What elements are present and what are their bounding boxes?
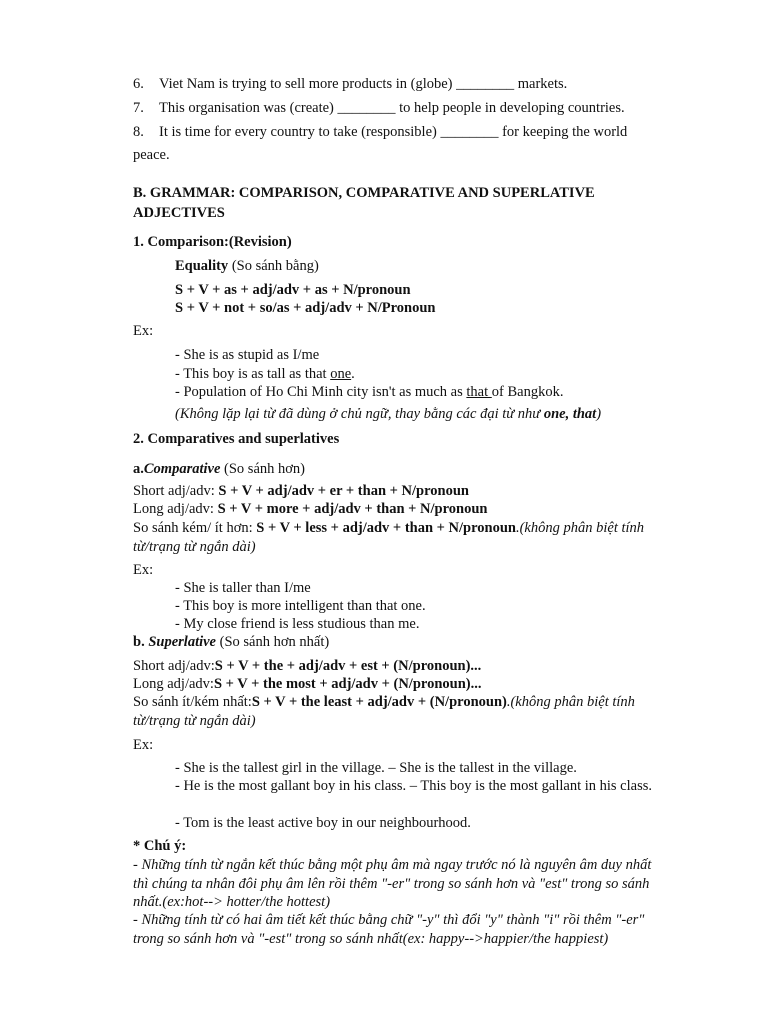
sub-note: (So sánh hơn): [220, 461, 305, 477]
superlative-example-1: - She is the tallest girl in the village. – She is the tallest in the village.: [175, 760, 577, 776]
section-title-line1: B. GRAMMAR: COMPARISON, COMPARATIVE AND SUPERLATIVE: [133, 185, 595, 201]
comparison-heading: [133, 233, 673, 252]
underlined-word: one: [330, 366, 352, 382]
comparison-note: [175, 405, 675, 424]
section-title: [133, 184, 673, 203]
formula-text: S + V + not + so/as + adj/adv + N/Pronoun: [175, 300, 436, 316]
note-heading-text: * Chú ý:: [133, 838, 187, 854]
item-text: It is time for every country to take (responsible) ________ for keeping the world: [159, 124, 628, 140]
note-text-end: ): [596, 406, 602, 422]
superlative-example-label: Ex:: [133, 737, 154, 753]
section-title-line2: ADJECTIVES: [133, 205, 225, 221]
comp-sup-heading: [133, 430, 673, 449]
rule-note: .(không phân biệt tính từ/trạng từ ngắn dài): [133, 694, 635, 729]
note-heading: [133, 837, 673, 856]
rule-formula: S + V + more + adj/adv + than + N/pronoun: [217, 501, 488, 517]
example-3: [175, 383, 675, 402]
rule-label: So sánh kém/ ít hơn:: [133, 520, 257, 536]
superlative-short: [133, 657, 673, 676]
heading-text: 2. Comparatives and superlatives: [133, 431, 340, 447]
rule-label: Long adj/adv:: [133, 676, 214, 692]
rule-formula: S + V + the most + adj/adv + (N/pronoun)...: [213, 676, 482, 692]
example-text: - Population of Ho Chi Minh city isn't as much as: [175, 384, 467, 400]
rule-formula: S + V + the + adj/adv + est + (N/pronoun)...: [214, 658, 482, 674]
comparative-short: [133, 482, 673, 501]
vocab-item-7: [133, 99, 673, 118]
rule-label: Long adj/adv:: [133, 501, 218, 517]
equality-formula-1: [175, 281, 675, 300]
rule-formula: S + V + the least + adj/adv + (N/pronoun): [251, 694, 507, 710]
note-paragraph-2: [133, 911, 663, 948]
item-number: 7.: [133, 100, 144, 116]
rule-label: Short adj/adv:: [133, 658, 215, 674]
example-2: [175, 365, 675, 384]
vocab-item-8-continued: peace.: [133, 147, 170, 163]
example-text: - This boy is as tall as that: [175, 366, 331, 382]
equality-note: (So sánh bằng): [228, 258, 319, 274]
superlative-least: [133, 693, 678, 730]
comparative-example-1: - She is taller than I/me: [175, 580, 311, 596]
comparative-long: [133, 500, 673, 519]
example-text-end: of Bangkok.: [491, 384, 564, 400]
rule-note: .(không phân biệt tính từ/trạng từ ngắn dài): [133, 520, 645, 555]
item-number: 8.: [133, 124, 144, 140]
comparative-less: [133, 519, 678, 556]
heading-text: 1. Comparison:(Revision): [133, 234, 292, 250]
vocab-item-8: [133, 123, 673, 142]
item-number: 6.: [133, 76, 144, 92]
superlative-example-2: - He is the most gallant boy in his class. – This boy is the most gallant in his class.: [175, 778, 652, 794]
example-label: Ex:: [133, 323, 154, 339]
section-title-cont: [133, 204, 673, 223]
sub-note: (So sánh hơn nhất): [216, 634, 330, 650]
note-bold: one, that: [543, 406, 597, 422]
superlative-example-3: - Tom is the least active boy in our neighbourhood.: [175, 815, 471, 831]
sub-prefix: b.: [133, 634, 149, 650]
comparative-example-label: Ex:: [133, 562, 154, 578]
equality-label: Equality: [175, 258, 229, 274]
item-text: Viet Nam is trying to sell more products in (globe) ________ markets.: [159, 76, 568, 92]
comparative-example-3: - My close friend is less studious than me.: [175, 616, 420, 632]
superlative-subheading: [133, 633, 673, 652]
formula-text: S + V + as + adj/adv + as + N/pronoun: [175, 282, 411, 298]
rule-label: So sánh ít/kém nhất:: [133, 694, 252, 710]
example-1: - She is as stupid as I/me: [175, 347, 320, 363]
rule-label: Short adj/adv:: [133, 483, 219, 499]
sub-label: Superlative: [148, 634, 216, 650]
underlined-word: that: [466, 384, 492, 400]
vocab-item-6: [133, 75, 673, 94]
note-paragraph-1: [133, 856, 663, 912]
note-text: (Không lặp lại từ đã dùng ở chủ ngữ, thay bằng các đại từ như: [175, 406, 544, 422]
rule-formula: S + V + adj/adv + er + than + N/pronoun: [218, 483, 469, 499]
example-text-end: .: [351, 366, 355, 382]
item-text: This organisation was (create) ________ to help people in developing countries.: [159, 100, 625, 116]
comparative-example-2: - This boy is more intelligent than that one.: [175, 598, 426, 614]
rule-formula: S + V + less + adj/adv + than + N/pronoun: [256, 520, 516, 536]
note-text: - Những tính từ ngắn kết thúc bằng một phụ âm mà ngay trước nó là nguyên âm duy nhất thì chúng ta nhân đôi phụ âm lên rồi thêm "-er" trong so sánh hơn và "est" trong so sánh nhất.(ex:hot--> hotter/the hottest): [133, 857, 652, 910]
sub-prefix: a.: [133, 461, 144, 477]
equality-formula-2: [175, 299, 675, 318]
sub-label: Comparative: [143, 461, 221, 477]
comparative-subheading: [133, 460, 673, 479]
note-text: - Những tính từ có hai âm tiết kết thúc bằng chữ "-y" thì đổi "y" thành "i" rồi thêm "-er" trong so sánh hơn và "-est" trong so sánh nhất(ex: happy-->happier/the happiest): [133, 912, 645, 947]
superlative-long: [133, 675, 673, 694]
equality-line: [175, 257, 675, 276]
